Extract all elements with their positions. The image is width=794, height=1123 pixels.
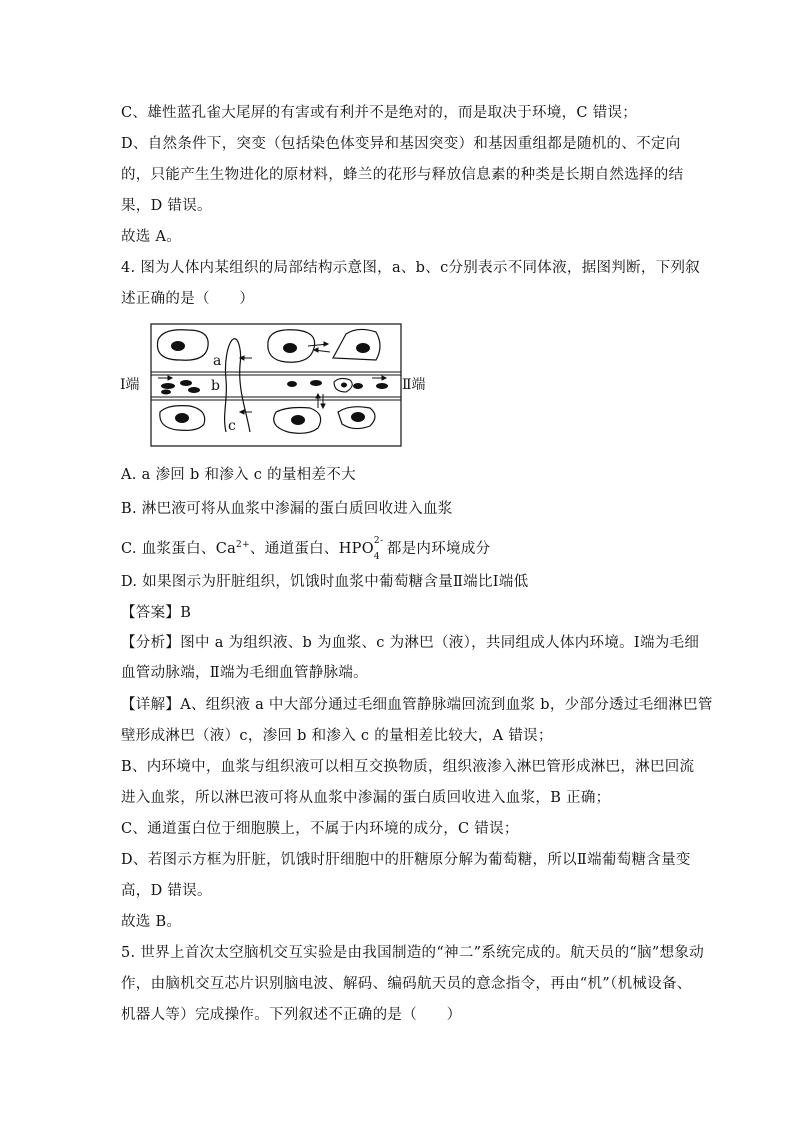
question-4-stem-cont: 述正确的是（ ） — [121, 291, 255, 307]
detail-line: 故选 B。 — [121, 914, 182, 930]
detail-line: 壁形成淋巴（液）c，渗回 b 和渗入 c 的量相差比较大，A 错误； — [121, 728, 553, 744]
detail-line: 【详解】A、组织液 a 中大部分通过毛细血管静脉端回流到血浆 b，少部分透过毛细淋巴管 — [121, 697, 713, 713]
option-c-sup: 2+ — [236, 540, 250, 550]
question-5-stem: 5. 世界上首次太空脑机交互实验是由我国制造的“神二”系统完成的。航天员的“脑”想象动 — [121, 945, 704, 961]
label-a: a — [213, 353, 222, 369]
option-c — [121, 535, 681, 562]
option-c-subsup — [373, 535, 384, 562]
detail-line: C、通道蛋白位于细胞膜上，不属于内环境的成分，C 错误； — [121, 821, 519, 837]
label-b: b — [211, 378, 220, 394]
text-line: 的，只能产生生物进化的原材料，蜂兰的花形与释放信息素的种类是长期自然选择的结 — [121, 167, 684, 183]
label-end-i: Ⅰ端 — [120, 377, 140, 393]
label-c: c — [228, 418, 236, 434]
option-c-part: C. 血浆蛋白、Ca — [121, 540, 237, 557]
text-line: C、雄性蓝孔雀大尾屏的有害或有利并不是绝对的，而是取决于环境，C 错误； — [121, 105, 638, 121]
question-5-stem: 作，由脑机交互芯片识别脑电波、解码、编码航天员的意念指令，再由“机”（机械设备、 — [121, 976, 692, 992]
option-c-part: 、通道蛋白、HPO — [249, 540, 374, 557]
option-a: A. a 渗回 b 和渗入 c 的量相差不大 — [121, 467, 356, 483]
detail-line: 进入血浆，所以淋巴液可将从血浆中渗漏的蛋白质回收进入血浆，B 正确； — [121, 790, 611, 806]
option-c-sub: 4 — [373, 551, 380, 562]
detail-line: 高，D 错误。 — [121, 883, 212, 899]
option-c-sup2: 2- — [373, 535, 384, 546]
analysis-line: 【分析】图中 a 为组织液、b 为血浆、c 为淋巴（液），共同组成人体内环境。Ⅰ端为毛细 — [121, 635, 700, 651]
label-end-ii: Ⅱ端 — [402, 377, 426, 393]
option-c-part: 都是内环境成分 — [381, 540, 491, 557]
diagram-svg — [118, 320, 438, 448]
text-line: 果，D 错误。 — [121, 198, 212, 214]
question-5-stem: 机器人等）完成操作。下列叙述不正确的是（ ） — [121, 1007, 462, 1023]
option-d: D. 如果图示为肝脏组织，饥饿时血浆中葡萄糖含量Ⅱ端比Ⅰ端低 — [121, 574, 529, 590]
text-line: D、自然条件下，突变（包括染色体变异和基因突变）和基因重组都是随机的、不定向 — [121, 136, 681, 152]
text-line: 故选 A。 — [121, 229, 182, 245]
tissue-structure-diagram — [118, 320, 438, 448]
detail-line: B、内环境中，血浆与组织液可以相互交换物质，组织液渗入淋巴管形成淋巴，淋巴回流 — [121, 759, 695, 775]
question-4-stem: 4. 图为人体内某组织的局部结构示意图，a、b、c分别表示不同体液，据图判断，下列叙 — [121, 260, 701, 276]
analysis-line: 血管动脉端，Ⅱ端为毛细血管静脉端。 — [121, 665, 368, 681]
option-b: B. 淋巴液可将从血浆中渗漏的蛋白质回收进入血浆 — [121, 501, 453, 517]
answer-line: 【答案】B — [121, 605, 192, 621]
detail-line: D、若图示方框为肝脏，饥饿时肝细胞中的肝糖原分解为葡萄糖，所以Ⅱ端葡萄糖含量变 — [121, 852, 691, 868]
